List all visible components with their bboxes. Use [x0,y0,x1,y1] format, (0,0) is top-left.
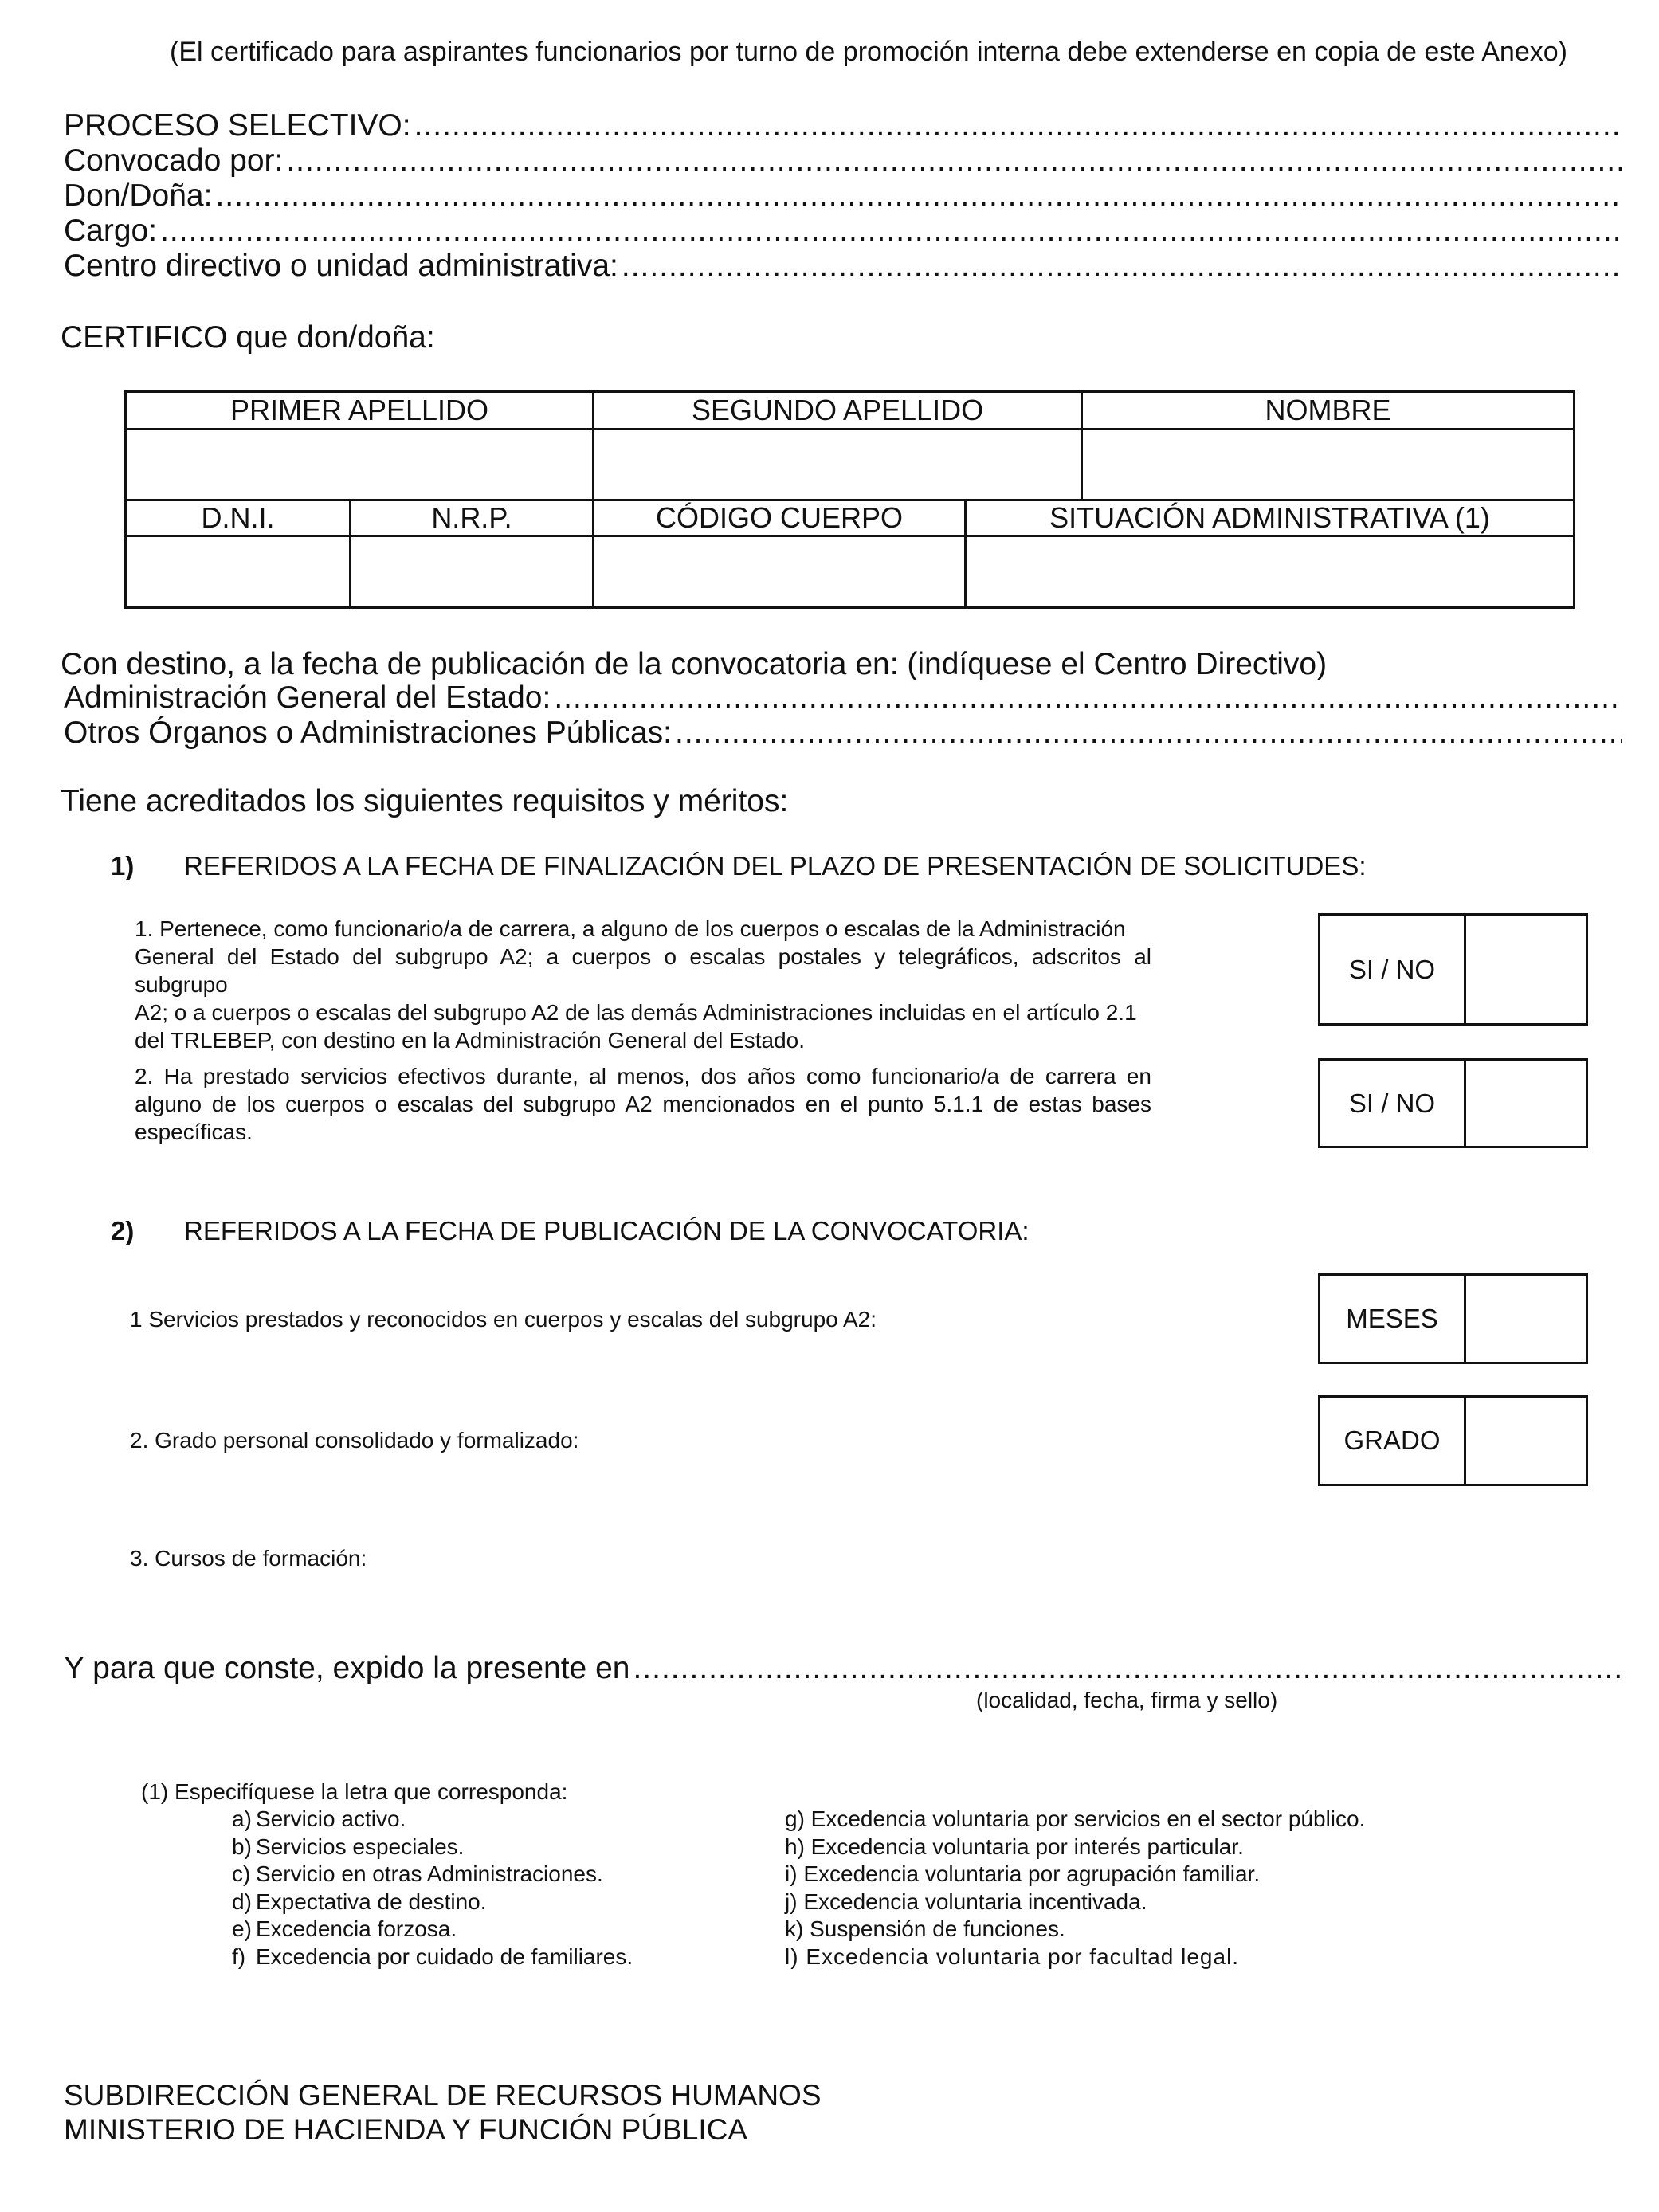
header-nombre: NOMBRE [1082,392,1575,429]
section-number: 1) [111,851,135,880]
text-line: 2. Ha prestado servicios efectivos durante, al menos, dos años como funcionario/a de carrera en [135,1064,1151,1088]
text-line: 1. Pertenece, como funcionario/a de carrera, a alguno de los cuerpos o escalas de la Administración [135,916,1126,941]
input-primer-apellido[interactable] [126,429,594,500]
field-label: Centro directivo o unidad administrativa: [64,249,618,283]
header-codigo-cuerpo: CÓDIGO CUERPO [594,500,966,536]
field-label: PROCESO SELECTIVO: [64,108,411,143]
field-proceso-selectivo[interactable] [64,108,1622,143]
list-item: g) Excedencia voluntaria por servicios en el sector público. [785,1806,1366,1831]
header-segundo-apellido: SEGUNDO APELLIDO [594,392,1082,429]
closing-hint: (localidad, fecha, firma y sello) [976,1688,1278,1712]
field-centro-directivo[interactable] [64,249,1622,284]
si-no-answer[interactable] [1466,1061,1586,1146]
merit-meses-box [1318,1273,1588,1364]
dotted-leader [675,716,1622,751]
identification-table [124,390,1575,609]
meses-input[interactable] [1466,1276,1586,1362]
destino-intro: Con destino, a la fecha de publicación de la convocatoria en: (indíquese el Centro Directivo) [61,647,1328,681]
footnote-intro: (1) Especifíquese la letra que corresponda: [141,1779,568,1804]
requirement-2-box [1318,1058,1588,1148]
section1-heading [111,851,1367,881]
list-item: f) Excedencia por cuidado de familiares. [232,1943,633,1969]
field-label: Cargo: [64,214,158,248]
merit-servicios-text: 1 Servicios prestados y reconocidos en cuerpos y escalas del subgrupo A2: [130,1307,877,1332]
field-age[interactable] [64,680,1622,716]
list-item: e) Excedencia forzosa. [232,1916,457,1941]
list-item: a) Servicio activo. [232,1806,406,1831]
dotted-leader [286,143,1622,178]
text-line: específicas. [135,1120,253,1144]
list-item: l) Excedencia voluntaria por facultad legal. [785,1943,1240,1969]
merit-cursos-text: 3. Cursos de formación: [130,1546,367,1571]
text-line: del TRLEBEP, con destino en la Administración General del Estado. [135,1028,806,1053]
section2-heading [111,1216,1030,1246]
text-line: alguno de los cuerpos o escalas del subgrupo A2 mencionados en el punto 5.1.1 de estas bases [135,1092,1151,1116]
grado-input[interactable] [1466,1398,1586,1484]
dotted-leader [633,1651,1622,1686]
footnote-right-list [785,1806,1365,1971]
list-item: i) Excedencia voluntaria por agrupación familiar. [785,1861,1261,1886]
si-no-answer[interactable] [1466,916,1586,1023]
section-title: REFERIDOS A LA FECHA DE PUBLICACIÓN DE LA CONVOCATORIA: [184,1216,1030,1245]
input-nrp[interactable] [351,536,594,608]
requirement-2-text [135,1062,1151,1146]
header-dni: D.N.I. [126,500,351,536]
merit-grado-box [1318,1395,1588,1486]
field-label: Otros Órganos o Administraciones Públicas: [64,716,673,750]
instruction-note: (El certificado para aspirantes funcionarios por turno de promoción interna debe extenderse en copia de este Anexo) [170,37,1567,67]
dotted-leader [160,214,1622,249]
issuer-block [64,2078,822,2147]
input-codigo-cuerpo[interactable] [594,536,966,608]
dotted-leader [622,249,1622,284]
input-dni[interactable] [126,536,351,608]
dotted-leader [414,108,1622,143]
header-situacion-administrativa: SITUACIÓN ADMINISTRATIVA (1) [966,500,1575,536]
text-line: General del Estado del subgrupo A2; a cuerpos o escalas postales y telegráficos, adscritos al subgrupo [135,944,1151,997]
list-item: h) Excedencia voluntaria por interés particular. [785,1834,1244,1859]
field-label: Administración General del Estado: [64,680,551,715]
list-item: c) Servicio en otras Administraciones. [232,1861,603,1886]
input-segundo-apellido[interactable] [594,429,1082,500]
field-otros-organos[interactable] [64,716,1622,751]
field-label: Convocado por: [64,143,284,178]
header-primer-apellido: PRIMER APELLIDO [126,392,594,429]
dotted-leader [215,178,1622,214]
si-no-label: SI / NO [1320,916,1466,1023]
issuer-subdireccion: SUBDIRECCIÓN GENERAL DE RECURSOS HUMANOS [64,2079,822,2112]
requirement-1-text [135,915,1151,1054]
header-nrp: N.R.P. [351,500,594,536]
dotted-leader [554,680,1622,716]
si-no-label: SI / NO [1320,1061,1466,1146]
grado-label: GRADO [1320,1398,1466,1484]
field-don-dona[interactable] [64,178,1622,214]
requisitos-title: Tiene acreditados los siguientes requisitos y méritos: [61,784,789,818]
section-number: 2) [111,1216,135,1245]
list-item: d) Expectativa de destino. [232,1888,487,1914]
input-situacion-administrativa[interactable] [966,536,1575,608]
list-item: b) Servicios especiales. [232,1834,465,1859]
requirement-1-box [1318,913,1588,1026]
certifico-heading: CERTIFICO que don/doña: [61,320,435,355]
input-nombre[interactable] [1082,429,1575,500]
text-line: A2; o a cuerpos o escalas del subgrupo A2 de las demás Administraciones incluidas en el artículo 2.1 [135,1000,1137,1025]
footnote-left-list [232,1806,633,1971]
field-label: Y para que conste, expido la presente en [64,1651,630,1685]
meses-label: MESES [1320,1276,1466,1362]
field-cargo[interactable] [64,214,1622,249]
merit-grado-text: 2. Grado personal consolidado y formalizado: [130,1428,579,1453]
field-label: Don/Doña: [64,178,213,213]
list-item: j) Excedencia voluntaria incentivada. [785,1888,1147,1914]
issuer-ministerio: MINISTERIO DE HACIENDA Y FUNCIÓN PÚBLICA [64,2113,748,2146]
section-title: REFERIDOS A LA FECHA DE FINALIZACIÓN DEL PLAZO DE PRESENTACIÓN DE SOLICITUDES: [184,851,1367,880]
field-convocado-por[interactable] [64,143,1622,178]
field-expido-en[interactable] [64,1651,1622,1686]
list-item: k) Suspensión de funciones. [785,1916,1065,1941]
